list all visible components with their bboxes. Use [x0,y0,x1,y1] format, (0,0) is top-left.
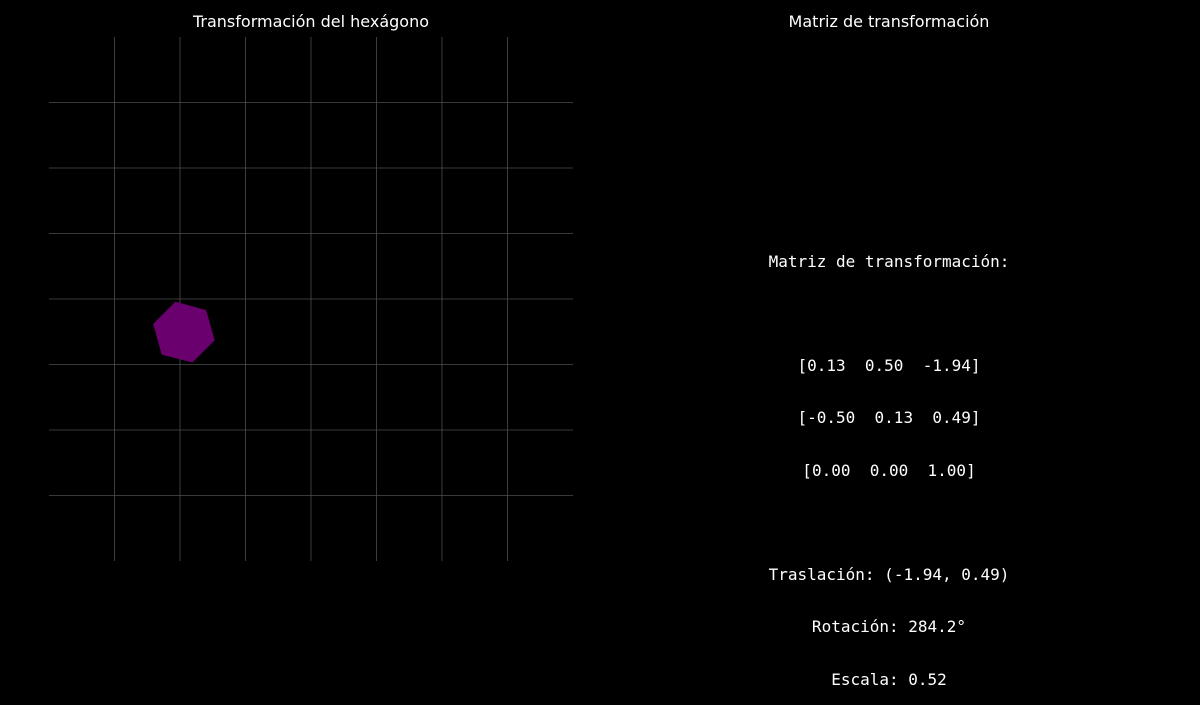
spacer [769,305,1010,322]
rotation-text: Rotación: 284.2° [811,617,967,637]
matrix-heading: Matriz de transformación: [768,251,1010,271]
spacer [769,514,1010,531]
polygon-layer [153,302,215,363]
hexagon-chart-title: Transformación del hexágono [192,12,430,31]
matrix-text-block [769,218,1010,705]
matrix-panel-title: Matriz de transformación [788,12,990,31]
matrix-row: [-0.50 0.13 0.49] [797,408,981,428]
transformed-hexagon [153,302,215,363]
translation-text: Traslación: (-1.94, 0.49) [768,565,1010,585]
matrix-row: [0.13 0.50 -1.94] [797,356,981,376]
grid [49,37,573,561]
scale-text: Escala: 0.52 [831,669,947,689]
matrix-row: [0.00 0.00 1.00] [802,460,976,480]
